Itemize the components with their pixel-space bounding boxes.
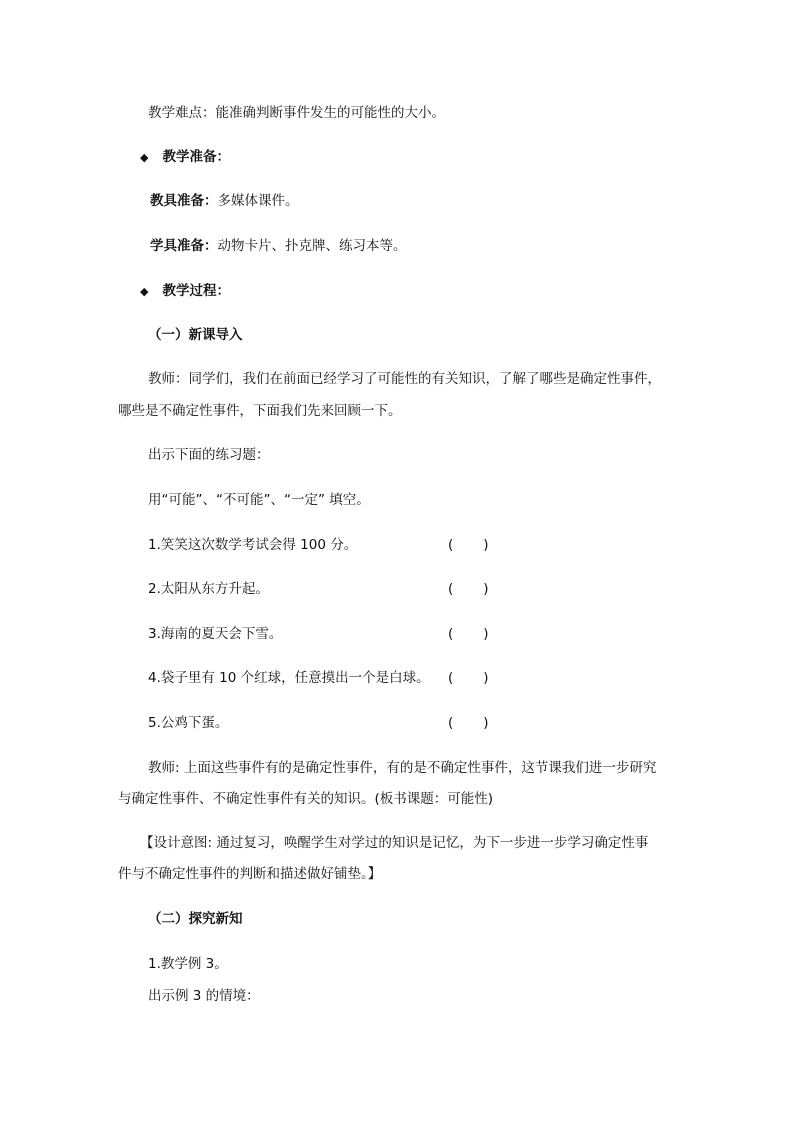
section-explore-new-knowledge: （二）探究新知 [148,911,243,927]
teacher-paragraph-line2: 与确定性事件、不确定性事件有关的知识。(板书课题：可能性) [118,791,494,807]
prep-heading [140,148,230,167]
diamond-bullet-icon: ◆ [140,285,149,298]
teacher-prep [150,192,299,210]
student-prep-text: 动物卡片、扑克牌、练习本等。 [217,238,407,254]
answer-blank-2: ( ) [448,581,489,597]
process-heading [140,282,230,301]
answer-blank-4: ( ) [448,670,489,686]
design-intent-line2: 件与不确定性事件的判断和描述做好铺垫。】 [118,866,382,882]
diamond-bullet-icon: ◆ [140,151,149,164]
design-intent-line1: 【设计意图: 通过复习，唤醒学生对学过的知识是记忆，为下一步进一步学习确定性事 [140,835,649,851]
student-prep-label: 学具准备： [150,238,218,254]
example-scenario-text: 出示例 3 的情境： [148,988,260,1004]
answer-blank-1: ( ) [448,537,489,553]
answer-blank-3: ( ) [448,626,489,642]
teacher-prep-label: 教具准备： [150,193,218,209]
intro-paragraph-line2: 哪些是不确定性事件，下面我们先来回顾一下。 [118,403,402,419]
exercise-item-5: 5.公鸡下蛋。 [148,715,229,731]
process-heading-text: 教学过程： [162,283,230,299]
exercise-item-3: 3.海南的夏天会下雪。 [148,626,283,642]
intro-paragraph-line1: 教师：同学们，我们在前面已经学习了可能性的有关知识，了解了哪些是确定性事件， [148,371,661,387]
fill-instruction: 用“可能”、“不可能”、“一定” 填空。 [148,492,370,508]
prep-heading-text: 教学准备： [162,149,230,165]
teacher-paragraph-line1: 教师: 上面这些事件有的是确定性事件，有的是不确定性事件，这节课我们进一步研究 [148,760,657,776]
exercise-item-4: 4.袋子里有 10 个红球，任意摸出一个是白球。 [148,670,430,686]
teacher-prep-text: 多媒体课件。 [217,193,299,209]
section-new-lesson-intro: （一）新课导入 [148,327,243,343]
example-title: 1.教学例 3。 [148,956,228,972]
answer-blank-5: ( ) [448,715,489,731]
teaching-difficulty: 教学难点：能准确判断事件发生的可能性的大小。 [148,105,445,121]
show-exercise-text: 出示下面的练习题： [148,447,270,463]
student-prep [150,237,407,255]
exercise-item-1: 1.笑笑这次数学考试会得 100 分。 [148,537,358,553]
exercise-item-2: 2.太阳从东方升起。 [148,581,269,597]
